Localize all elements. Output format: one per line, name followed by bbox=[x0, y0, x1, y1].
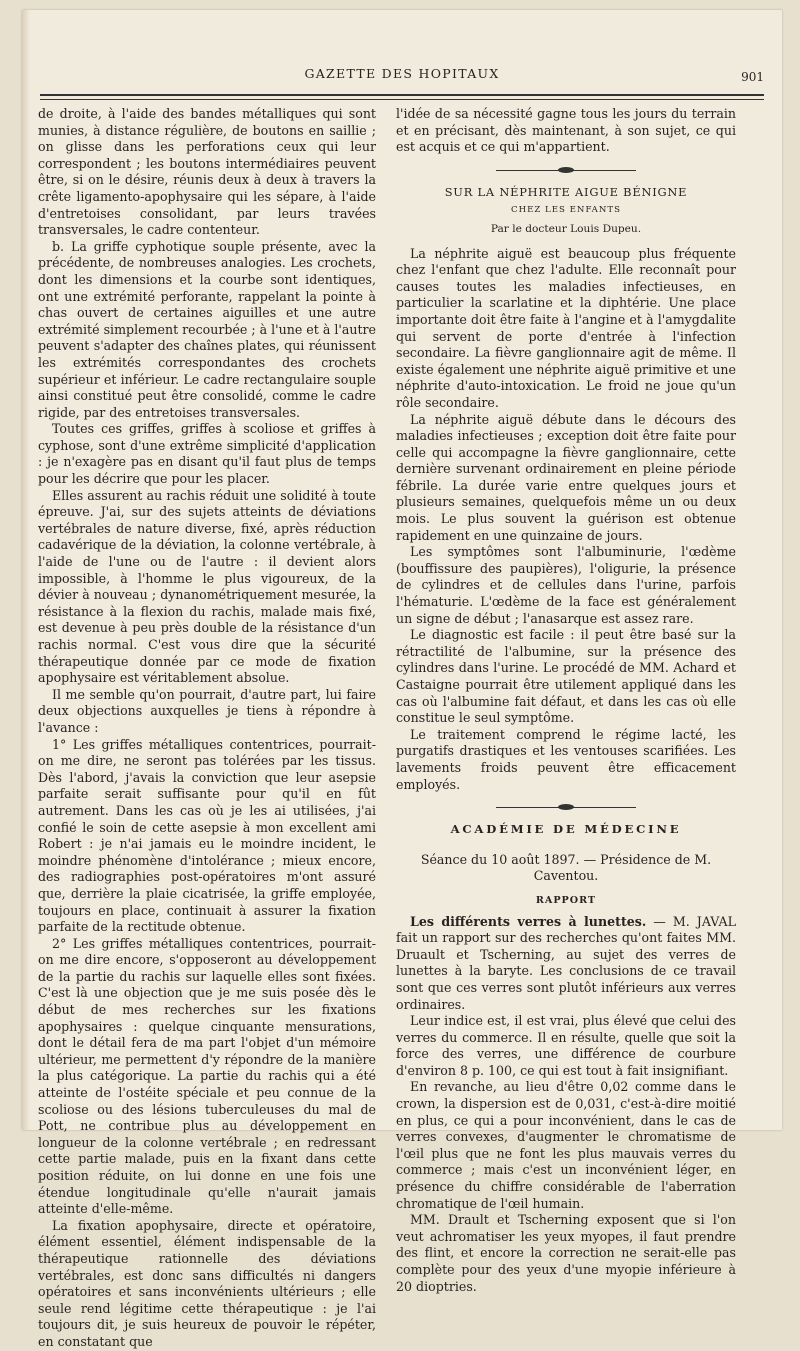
paragraph: l'idée de sa nécessité gagne tous les jours du terrain et en précisant, dès maintenant, à son sujet, ce qui est acquis et ce qui m'appartient. bbox=[396, 106, 736, 155]
paragraph: Le traitement comprend le régime lacté, les purgatifs drastiques et les ventouses scarifiées. Les lavements froids peuvent être efficacement employés. bbox=[396, 726, 736, 792]
paragraph: de droite, à l'aide des bandes métalliques qui sont munies, à distance régulière, de boutons en saillie ; on glisse dans les perforations ceux qui leur correspondent ; les boutons intermédiaires peuvent être, si on le désire, réunis deux à deux à travers la crête ligamento-apophysaire qui les sépare, à l'aide d'entretoises consolidant, par leurs travées transversales, le cadre contenteur. bbox=[38, 106, 376, 238]
paragraph: La fixation apophysaire, directe et opératoire, élément essentiel, élément indispensable de la thérapeutique rationnelle des déviations vertébrales, est donc sans difficultés ni dangers opératoires et sans inconvénients ultérieurs ; elle seule rend légitime cette thérapeutique : je l'ai toujours dit, je suis heureux de pouvoir le répéter, en constatant que bbox=[38, 1217, 376, 1349]
paragraph: MM. Drault et Tscherning exposent que si l'on veut achromatiser les yeux myopes, il faut prendre des flint, et encore la correction ne serait-elle pas complète pour des yeux d'une myopie inférieure à 20 dioptries. bbox=[396, 1212, 736, 1294]
page-number: 901 bbox=[741, 70, 764, 84]
section-heading-academie: ACADÉMIE DE MÉDECINE bbox=[450, 822, 682, 837]
paragraph: En revanche, au lieu d'être 0,02 comme dans le crown, la dispersion est de 0,031, c'est-à-dire moitié en plus, ce qui a pour inconvénient, dans le cas de verres convexes, d'augmenter le chromatisme de l'œil plus que ne font les plus mauvais verres du commerce ; mais c'est un inconvénient léger, en présence du chiffre considérable de l'aberration chromatique de l'œil humain. bbox=[396, 1079, 736, 1211]
journal-title: GAZETTE DES HOPITAUX bbox=[304, 66, 500, 81]
page-gutter-shadow bbox=[22, 10, 30, 1130]
paragraph: 1° Les griffes métalliques contentrices, pourrait-on me dire, ne seront pas tolérées par les tissus. Dès l'abord, j'avais la conviction que leur asepsie parfaite serait suffisante pour qu'il en fût autrement. Dans les cas où je les ai utilisées, j'ai confié le soin de cette asepsie à mon excellent ami Robert : je n'ai jamais eu le moindre incident, le moindre phénomène d'intolérance ; mieux encore, des radiographies post-opératoires m'ont assuré que, derrière la plaie cicatrisée, la griffe employée, toujours en place, continuait à assurer la fixation parfaite de la rectitude obtenue. bbox=[38, 736, 376, 935]
rapport-heading: RAPPORT bbox=[535, 894, 597, 906]
run-in-text: — M. JAVAL fait un rapport sur des recherches qu'ont faites MM. Druault et Tscherning, au sujet des verres de lunettes à la baryte. Les conclusions de ce travail sont que ces verres sont plutôt inférieurs aux verres ordinaires. bbox=[396, 913, 736, 1012]
newspaper-page bbox=[22, 10, 782, 1349]
paragraph: 2° Les griffes métalliques contentrices, pourrait-on me dire encore, s'opposeront au développement de la partie du rachis sur laquelle elles sont fixées. C'est là une objection que je me suis posée dès le début de mes recherches sur les fixations apophysaires : quelque cinquante mensurations, dont le détail fera de ma part l'objet d'un mémoire ultérieur, me permettent d'y répondre de la manière la plus catégorique. La partie du rachis qui a été atteinte de l'ostéite spéciale et peu connue de la scoliose ou des lésions tuberculeuses du mal de Pott, ne contribue plus au développement en longueur de la colonne vertébrale ; en redressant cette partie malade, puis en la fixant dans cette position réduite, on lui donne en une fois une étendue longitudinale qu'elle n'aurait jamais atteinte d'elle-même. bbox=[38, 935, 376, 1217]
paragraph: b. La griffe cyphotique souple présente, avec la précédente, de nombreuses analogies. Les crochets, dont les dimensions et la courbe sont identiques, ont une extrémité perforante, rappelant la pointe à chas ouvert de certaines aiguilles et une autre extrémité simplement recourbée ; à l'une et à l'autre peuvent s'adapter des chaînes plates, qui réunissent les extrémités correspondantes des crochets supérieur et inférieur. Le cadre rectangulaire souple ainsi constitué peut être consolidé, comme le cadre rigide, par des entretoises transversales. bbox=[38, 238, 376, 420]
right-column bbox=[396, 106, 736, 1295]
section-separator bbox=[496, 803, 636, 811]
article-subtitle: CHEZ LES ENFANTS bbox=[511, 205, 621, 216]
left-column bbox=[38, 106, 376, 1351]
paragraph: Elles assurent au rachis réduit une solidité à toute épreuve. J'ai, sur des sujets atteints de déviations vertébrales de nature diverse, fixé, après réduction cadavérique de la déviation, la colonne vertébrale, à l'aide de l'une ou de l'autre : il devient alors impossible, à l'homme le plus vigoureux, de la dévier à nouveau ; dynanométriquement mesurée, la résistance à la flexion du rachis, malade mais fixé, est devenue à peu près double de la résistance d'un rachis normal. C'est vous dire que la sécurité thérapeutique donnée par ce mode de fixation apophysaire est véritablement absolue. bbox=[38, 487, 376, 686]
paragraph bbox=[396, 914, 736, 1014]
header-rule-thin bbox=[40, 99, 764, 100]
header-rule-thick bbox=[40, 94, 764, 96]
paragraph: Le diagnostic est facile : il peut être basé sur la rétractilité de l'albumine, sur la présence des cylindres dans l'urine. Le procédé de MM. Achard et Castaigne pourrait être utilement appliqué dans les cas où l'albumine fait défaut, et dans les cas où elle constitue le seul symptôme. bbox=[396, 627, 736, 726]
section-separator bbox=[496, 166, 636, 174]
paragraph: Leur indice est, il est vrai, plus élevé que celui des verres du commerce. Il en résulte, quelle que soit la force des verres, une différence de courbure d'environ 8 p. 100, ce qui est tout à fait insignifiant. bbox=[396, 1013, 736, 1078]
article-title: SUR LA NÉPHRITE AIGUE BÉNIGNE bbox=[444, 184, 688, 199]
paragraph: La néphrite aiguë débute dans le décours des maladies infectieuses ; exception doit être faite pour celle qui accompagne la fièvre ganglionnaire, cette dernière survenant ordinairement en pleine période fébrile. La durée varie entre quelques jours et plusieurs semaines, quelquefois même un ou deux mois. Le plus souvent la guérison est obtenue rapidement en une quinzaine de jours. bbox=[396, 411, 736, 543]
paragraph: Les symptômes sont l'albuminurie, l'œdème (bouffissure des paupières), l'oligurie, la présence de cylindres et de cellules dans l'urine, parfois l'hématurie. L'œdème de la face est généralement un signe de début ; l'anasarque est assez rare. bbox=[396, 544, 736, 626]
run-in-heading: Les différents verres à lunettes. bbox=[410, 913, 647, 929]
article-author: Par le docteur Louis Dupeu. bbox=[490, 222, 642, 235]
running-header bbox=[22, 66, 782, 106]
paragraph: Il me semble qu'on pourrait, d'autre part, lui faire deux objections auxquelles je tiens à répondre à l'avance : bbox=[38, 686, 376, 735]
session-line: Séance du 10 août 1897. — Présidence de M. Caventou. bbox=[420, 851, 712, 884]
paragraph: Toutes ces griffes, griffes à scoliose et griffes à cyphose, sont d'une extrême simplicité d'application : je n'exagère pas en disant qu'il faut plus de temps pour les décrire que pour les placer. bbox=[38, 421, 376, 487]
paragraph: La néphrite aiguë est beaucoup plus fréquente chez l'enfant que chez l'adulte. Elle reconnaît pour causes toutes les maladies infectieuses, en particulier la scarlatine et la diphtérie. Une place importante doit être faite à l'angine et à l'amygdalite qui servent de porte d'entrée à l'infection secondaire. La fièvre ganglionnaire agit de même. Il existe également une néphrite aiguë primitive et une néphrite d'auto-intoxication. Le froid ne joue qu'un rôle secondaire. bbox=[396, 245, 736, 410]
